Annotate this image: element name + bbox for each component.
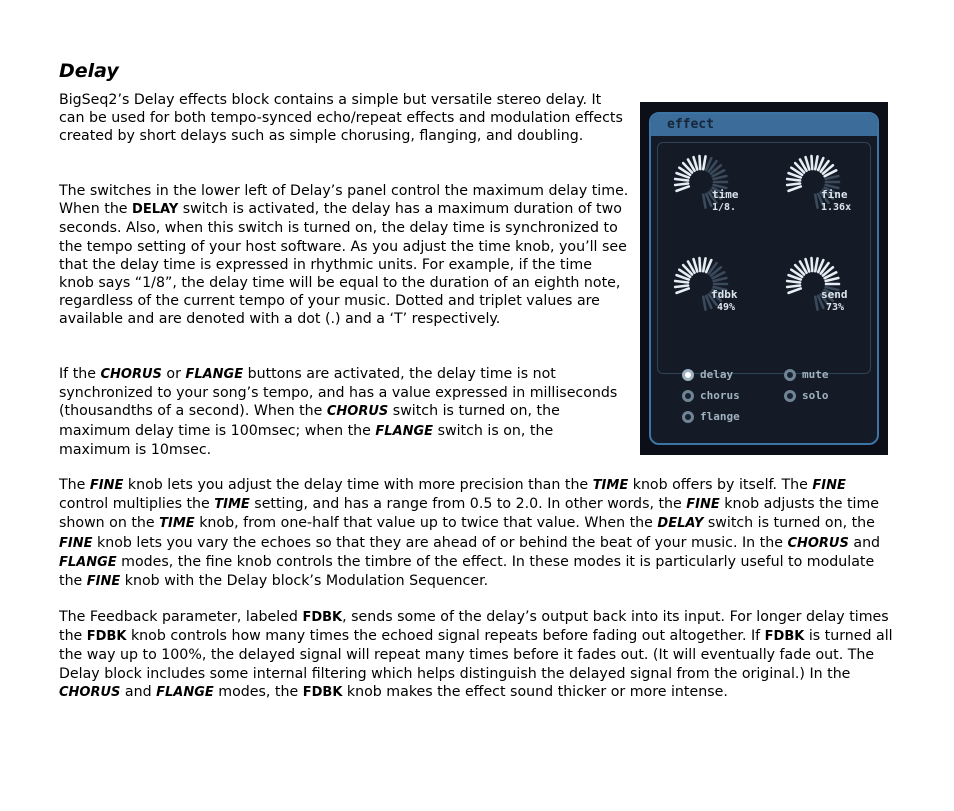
paragraph-feedback xyxy=(59,608,899,702)
chorus-switch-label: chorus xyxy=(700,389,740,402)
flange-switch[interactable] xyxy=(682,410,740,423)
chorus-switch[interactable] xyxy=(682,389,740,402)
text-run: knob offers by itself. The xyxy=(628,477,813,493)
knob-tick xyxy=(714,278,727,281)
text-run: knob, from one-half that value up to twice that value. When the xyxy=(194,515,658,532)
flange-switch-indicator xyxy=(682,411,694,423)
text-run: , sends some of the delay’s output back into its input. For longer delay times the xyxy=(59,609,889,645)
knob-tick xyxy=(787,184,800,186)
knob-tick xyxy=(826,278,839,281)
knob-tick xyxy=(826,176,839,179)
knob-tick xyxy=(677,288,689,292)
section-heading: Delay xyxy=(59,60,119,82)
knob-tick xyxy=(699,156,700,169)
knob-tick xyxy=(677,186,689,190)
knob-tick xyxy=(789,288,801,292)
text-run: knob lets you vary the echoes so that they are ahead of or behind the beat of your music. In the xyxy=(92,534,788,551)
text-run: The xyxy=(59,477,90,493)
text-run: or xyxy=(161,366,186,382)
paragraph-fine-knob xyxy=(59,476,899,591)
keyword: CHORUS xyxy=(787,535,849,551)
text-run: The Feedback parameter, labeled xyxy=(59,609,303,625)
fine-knob-value: 1.36x xyxy=(821,202,852,213)
knob-tick xyxy=(811,258,812,271)
effect-panel-title: effect xyxy=(667,117,714,132)
knob-tick xyxy=(703,297,705,310)
send-knob-label: send xyxy=(821,288,848,301)
text-run: knob lets you adjust the delay time with more precision than the xyxy=(123,477,593,493)
keyword: FINE xyxy=(59,535,93,551)
keyword: FLANGE xyxy=(375,423,434,439)
delay-switch-label: delay xyxy=(700,368,734,381)
knob-tick xyxy=(703,195,705,208)
time-knob-label: time xyxy=(712,188,739,201)
knob-tick xyxy=(675,184,688,186)
knob-tick xyxy=(703,258,705,271)
keyword: FDBK xyxy=(302,684,343,700)
knob-tick xyxy=(815,195,817,208)
keyword: FINE xyxy=(86,574,121,590)
chorus-switch-indicator xyxy=(682,390,694,402)
keyword: FLANGE xyxy=(185,367,244,382)
text-run: switch is turned on, the maximum delay time is 100msec; when the xyxy=(59,403,560,439)
text-run: knob with the Delay block’s Modulation Sequencer. xyxy=(120,573,489,590)
mute-switch-indicator xyxy=(784,369,796,381)
text-run: buttons are activated, the delay time is not synchronized to your song’s tempo, and has a value expressed in milliseconds (thousandths of a second). When the xyxy=(59,366,618,420)
solo-switch-indicator xyxy=(784,390,796,402)
text-run: knob adjusts the time shown on the xyxy=(59,496,880,532)
effect-panel-header xyxy=(651,114,877,136)
knob-tick xyxy=(815,156,817,169)
solo-switch[interactable] xyxy=(784,389,829,402)
mute-switch-label: mute xyxy=(802,368,829,381)
knob-tick xyxy=(714,176,727,179)
knob-tick xyxy=(675,286,688,288)
text-run: switch is turned on, the xyxy=(703,515,875,532)
keyword: TIME xyxy=(159,516,195,532)
text-run: modes, the fine knob controls the timbre of the effect. In these modes it is particularly useful to modulate the xyxy=(59,553,875,590)
text-run: knob controls how many times the echoed signal repeats before fading out altogether. If xyxy=(126,628,765,645)
text-run: The switches in the lower left of Delay’s panel control the maximum delay time. When the xyxy=(59,183,629,218)
knob-tick xyxy=(675,179,688,181)
keyword: DELAY xyxy=(657,516,704,532)
send-knob-value: 73% xyxy=(826,302,845,313)
keyword: TIME xyxy=(592,478,629,493)
text-run: modes, the xyxy=(213,683,303,700)
knob-tick xyxy=(787,179,800,181)
text-run: switch is activated, the delay has a maximum duration of two seconds. Also, when this switch is turned on, the delay time is synchronized to the tempo setting of your host software. As you adjust the time knob, you’ll see that the delay time is expressed in rhythmic units. For example, if the time knob says “1/8”, the delay time will be equal to the duration of an eighth note, regardless of the current tempo of your music. Dotted and triplet values are available and are denoted with a dot (.) and a ‘T’ respectively. xyxy=(59,201,627,328)
delay-switch[interactable] xyxy=(682,368,733,381)
mute-switch[interactable] xyxy=(784,368,829,381)
text-run: If the xyxy=(59,366,101,382)
keyword: TIME xyxy=(214,497,250,513)
keyword: CHORUS xyxy=(326,404,389,420)
paragraph-chorus-flange xyxy=(59,365,629,459)
fdbk-knob-value: 49% xyxy=(717,302,736,313)
paragraph-switches xyxy=(59,182,629,329)
keyword: FINE xyxy=(686,497,720,513)
keyword: FINE xyxy=(89,478,124,493)
keyword: CHORUS xyxy=(59,684,121,700)
paragraph-intro: BigSeq2’s Delay effects block contains a simple but versatile stereo delay. It can be used for both tempo-synced echo/repeat effects and modulation effects created by short delays such as simple chorusing, flanging, and doubling. xyxy=(59,92,623,145)
fine-knob-label: fine xyxy=(821,188,848,201)
text-run: and xyxy=(848,534,881,551)
knob-tick xyxy=(787,286,800,288)
keyword: FDBK xyxy=(764,629,805,645)
text-run: and xyxy=(120,683,157,700)
text-run: switch is on, the maximum is 10msec. xyxy=(59,422,554,458)
keyword: FDBK xyxy=(302,610,343,625)
knob-tick xyxy=(699,258,700,271)
knob-tick xyxy=(703,156,705,169)
solo-switch-label: solo xyxy=(802,389,829,402)
knob-tick xyxy=(815,258,817,271)
effect-panel xyxy=(649,112,879,445)
flange-switch-label: flange xyxy=(700,410,740,423)
knob-tick xyxy=(811,156,812,169)
knob-tick xyxy=(787,281,800,283)
fdbk-knob-label: fdbk xyxy=(711,288,738,301)
text-run: knob makes the effect sound thicker or more intense. xyxy=(342,683,728,700)
knob-tick xyxy=(815,297,817,310)
keyword: FDBK xyxy=(86,629,127,645)
text-run: is turned all the way up to 100%, the delayed signal will repeat many times before it fades out. (It will eventually fade out. The Delay block includes some internal filtering which helps distinguish the delayed signal from the original.) In the xyxy=(59,628,893,682)
knob-tick xyxy=(675,281,688,283)
text-run: setting, and has a range from 0.5 to 2.0. In other words, the xyxy=(249,496,687,513)
time-knob-value: 1/8. xyxy=(712,202,737,213)
keyword: FINE xyxy=(812,478,846,493)
keyword: FLANGE xyxy=(59,554,117,570)
text-run: control multiplies the xyxy=(59,496,215,513)
keyword: FLANGE xyxy=(156,684,214,700)
knob-tick xyxy=(789,186,801,190)
delay-switch-indicator xyxy=(682,369,694,381)
effect-panel-image xyxy=(640,102,888,455)
keyword: DELAY xyxy=(132,202,179,218)
keyword: CHORUS xyxy=(100,367,162,382)
